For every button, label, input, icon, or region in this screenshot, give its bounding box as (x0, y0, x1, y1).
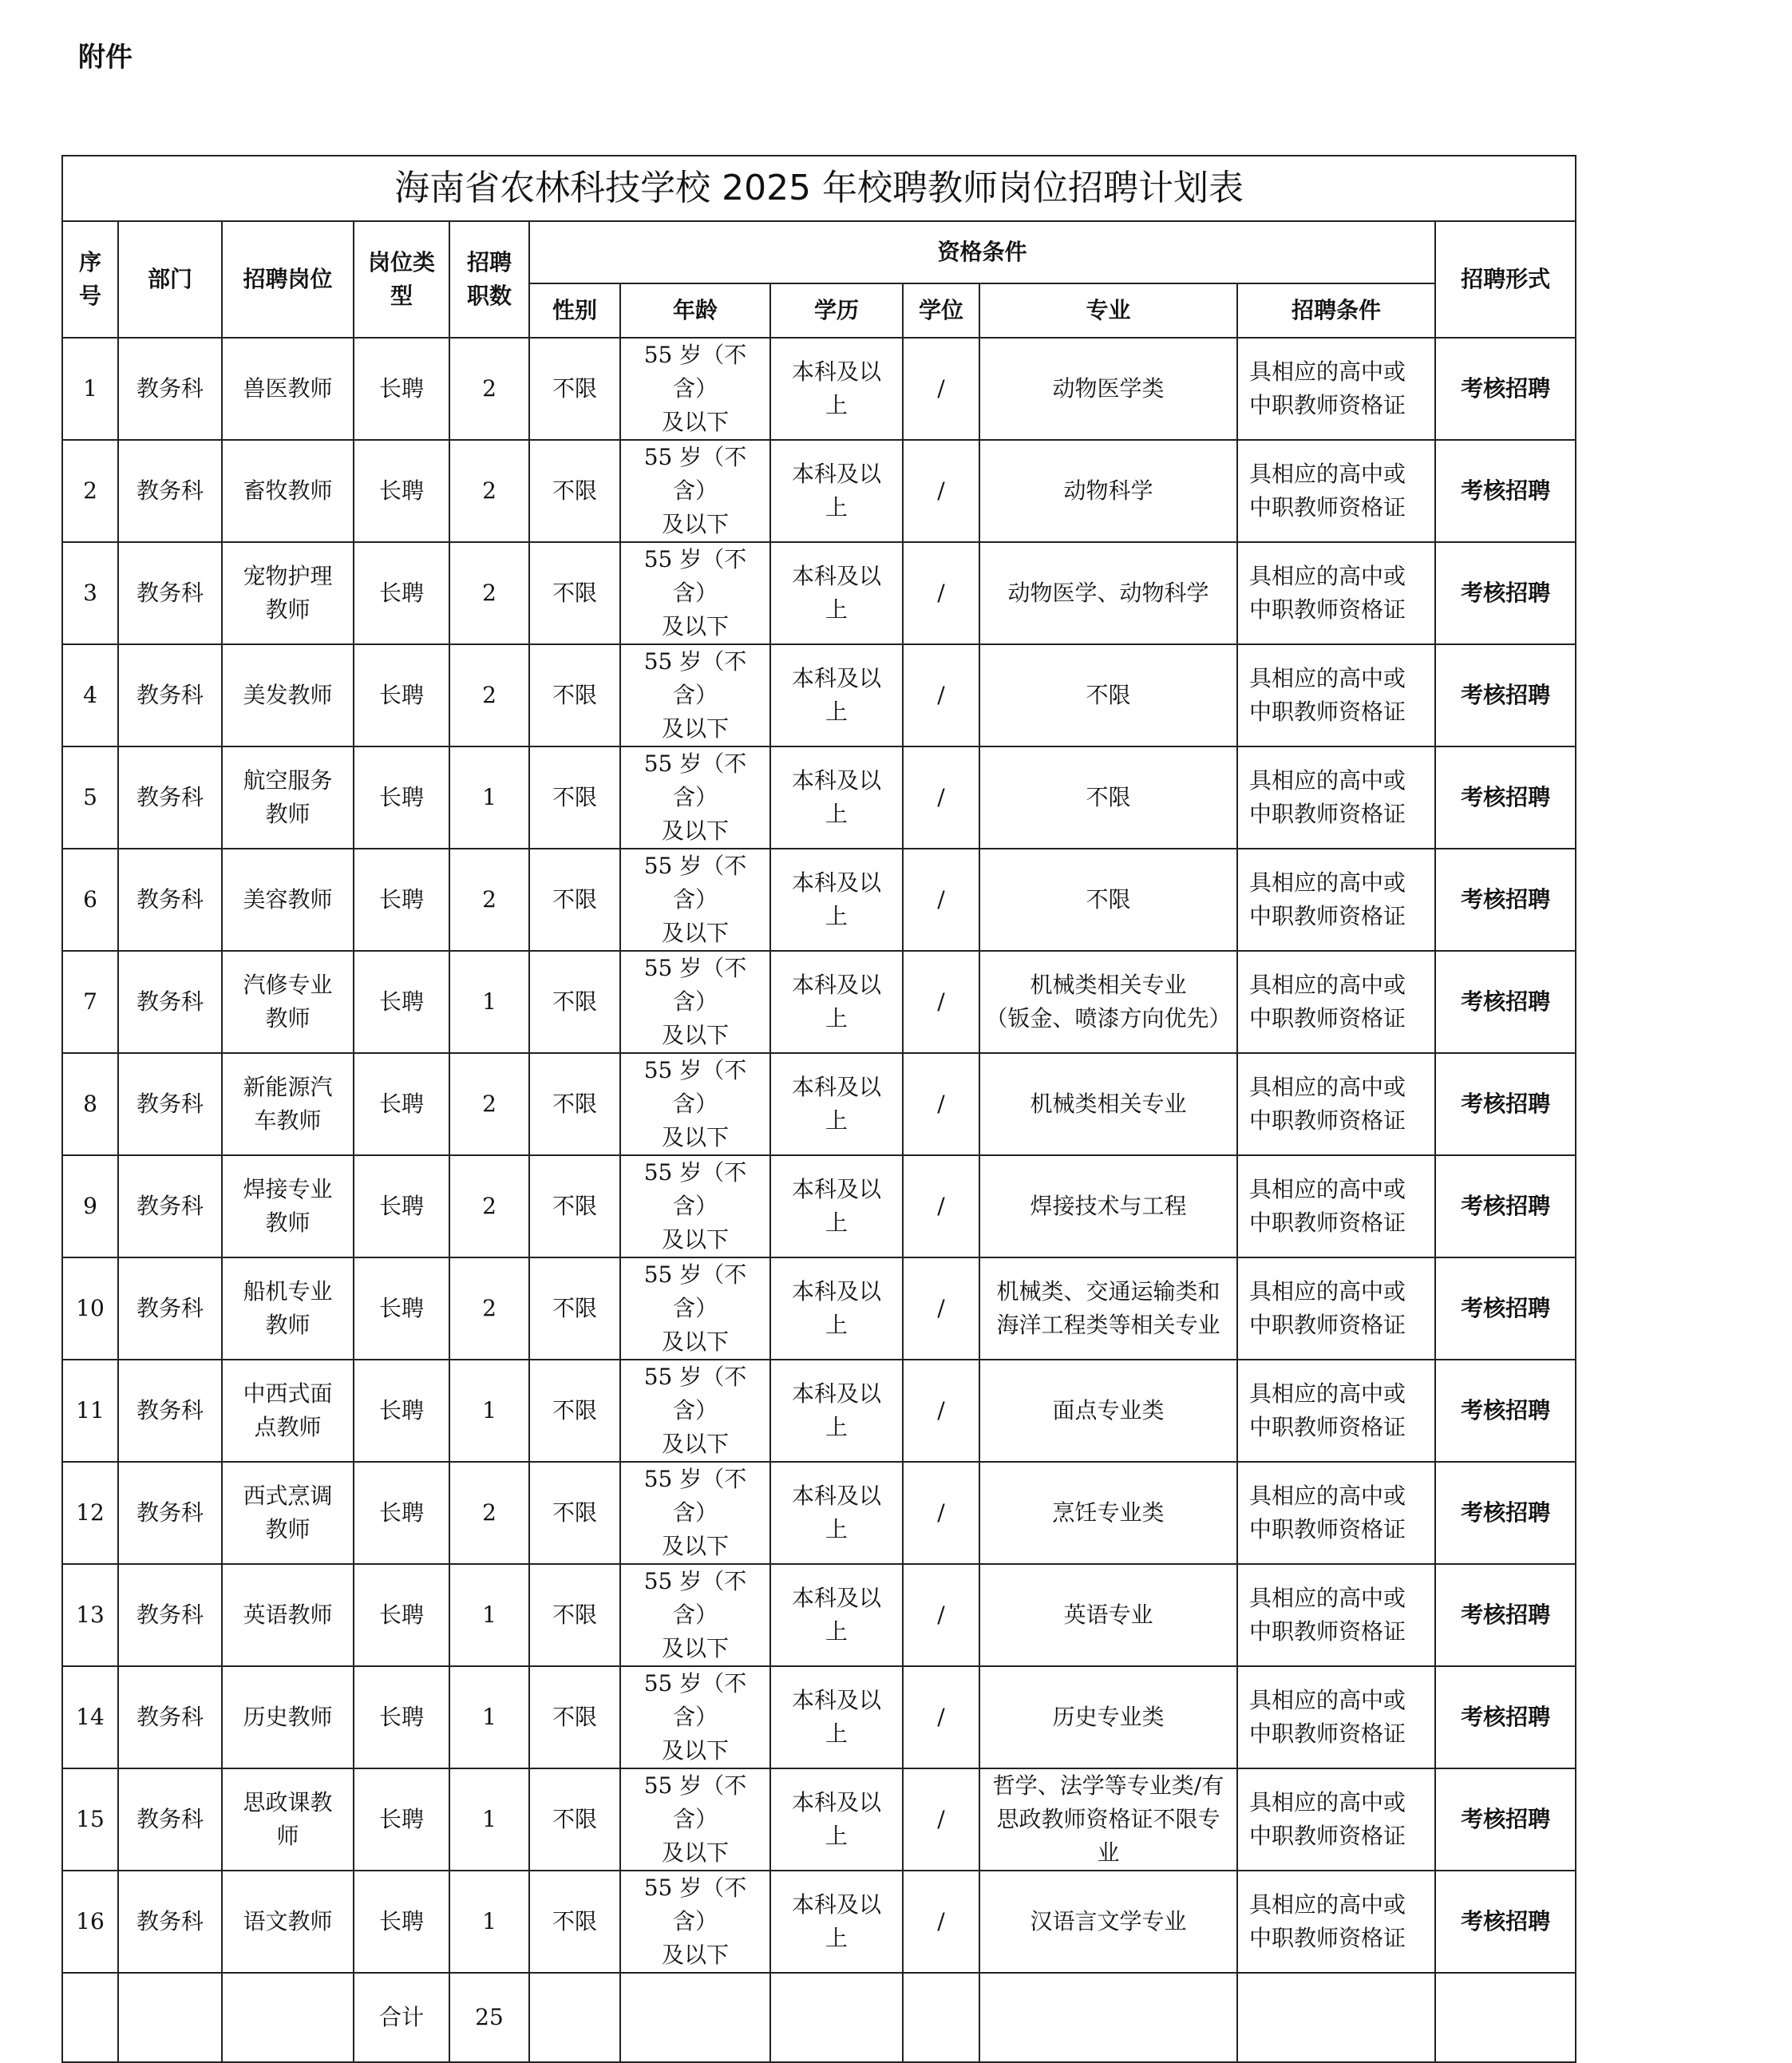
degree-requirement-cell: / (903, 746, 979, 849)
recruit-conditions-cell: 具相应的高中或 中职教师资格证 (1237, 1257, 1435, 1360)
post-name-cell: 航空服务 教师 (222, 746, 354, 849)
recruit-method-cell: 考核招聘 (1435, 746, 1576, 849)
post-type-cell: 长聘 (354, 1871, 449, 1973)
table-row (62, 1666, 1576, 1768)
empty-cell (62, 1973, 118, 2062)
empty-cell (118, 1973, 222, 2062)
table-title: 海南省农林科技学校 2025 年校聘教师岗位招聘计划表 (62, 156, 1576, 221)
header-dept: 部门 (118, 221, 222, 338)
recruit-count-cell: 2 (449, 542, 529, 644)
gender-cell: 不限 (529, 951, 620, 1053)
post-name-cell: 兽医教师 (222, 338, 354, 440)
row-number-cell: 10 (62, 1257, 118, 1360)
gender-cell: 不限 (529, 746, 620, 849)
recruit-conditions-cell: 具相应的高中或 中职教师资格证 (1237, 1564, 1435, 1666)
post-type-cell: 长聘 (354, 1155, 449, 1257)
recruit-count-cell: 1 (449, 1768, 529, 1871)
education-requirement-cell: 本科及以 上 (770, 542, 903, 644)
row-number-cell: 1 (62, 338, 118, 440)
table-row (62, 1360, 1576, 1462)
education-requirement-cell: 本科及以 上 (770, 1564, 903, 1666)
empty-cell (222, 1973, 354, 2062)
gender-cell: 不限 (529, 1462, 620, 1564)
empty-cell (1237, 1973, 1435, 2062)
row-number-cell: 4 (62, 644, 118, 746)
recruit-count-cell: 2 (449, 1462, 529, 1564)
header-age: 年龄 (620, 283, 770, 338)
age-requirement-cell: 55 岁（不含） 及以下 (620, 951, 770, 1053)
recruit-conditions-cell: 具相应的高中或 中职教师资格证 (1237, 1360, 1435, 1462)
recruit-count-cell: 2 (449, 1155, 529, 1257)
recruit-count-cell: 2 (449, 849, 529, 951)
row-number-cell: 3 (62, 542, 118, 644)
department-cell: 教务科 (118, 1666, 222, 1768)
education-requirement-cell: 本科及以 上 (770, 644, 903, 746)
degree-requirement-cell: / (903, 1871, 979, 1973)
table-row (62, 338, 1576, 440)
post-name-cell: 宠物护理 教师 (222, 542, 354, 644)
major-requirement-cell: 动物医学、动物科学 (979, 542, 1237, 644)
recruit-conditions-cell: 具相应的高中或 中职教师资格证 (1237, 951, 1435, 1053)
post-type-cell: 长聘 (354, 746, 449, 849)
gender-cell: 不限 (529, 1360, 620, 1462)
education-requirement-cell: 本科及以 上 (770, 951, 903, 1053)
table-row (62, 1564, 1576, 1666)
post-name-cell: 畜牧教师 (222, 440, 354, 542)
gender-cell: 不限 (529, 1666, 620, 1768)
gender-cell: 不限 (529, 644, 620, 746)
age-requirement-cell: 55 岁（不含） 及以下 (620, 440, 770, 542)
header-no: 序 号 (62, 221, 118, 338)
gender-cell: 不限 (529, 1871, 620, 1973)
degree-requirement-cell: / (903, 1053, 979, 1155)
department-cell: 教务科 (118, 1155, 222, 1257)
major-requirement-cell: 英语专业 (979, 1564, 1237, 1666)
post-type-cell: 长聘 (354, 1768, 449, 1871)
gender-cell: 不限 (529, 849, 620, 951)
recruit-count-cell: 1 (449, 1360, 529, 1462)
degree-requirement-cell: / (903, 1768, 979, 1871)
table-row (62, 1462, 1576, 1564)
major-requirement-cell: 汉语言文学专业 (979, 1871, 1237, 1973)
education-requirement-cell: 本科及以 上 (770, 1462, 903, 1564)
row-number-cell: 7 (62, 951, 118, 1053)
degree-requirement-cell: / (903, 440, 979, 542)
education-requirement-cell: 本科及以 上 (770, 746, 903, 849)
header-degree: 学位 (903, 283, 979, 338)
degree-requirement-cell: / (903, 644, 979, 746)
degree-requirement-cell: / (903, 951, 979, 1053)
post-type-cell: 长聘 (354, 542, 449, 644)
post-type-cell: 长聘 (354, 849, 449, 951)
table-row (62, 849, 1576, 951)
recruit-count-cell: 2 (449, 440, 529, 542)
department-cell: 教务科 (118, 849, 222, 951)
recruit-count-cell: 2 (449, 338, 529, 440)
department-cell: 教务科 (118, 338, 222, 440)
recruit-conditions-cell: 具相应的高中或 中职教师资格证 (1237, 1666, 1435, 1768)
recruit-conditions-cell: 具相应的高中或 中职教师资格证 (1237, 746, 1435, 849)
gender-cell: 不限 (529, 1155, 620, 1257)
recruit-method-cell: 考核招聘 (1435, 1053, 1576, 1155)
major-requirement-cell: 动物医学类 (979, 338, 1237, 440)
header-post: 招聘岗位 (222, 221, 354, 338)
major-requirement-cell: 机械类相关专业 （钣金、喷漆方向优先） (979, 951, 1237, 1053)
gender-cell: 不限 (529, 542, 620, 644)
recruit-count-cell: 1 (449, 746, 529, 849)
department-cell: 教务科 (118, 644, 222, 746)
major-requirement-cell: 不限 (979, 746, 1237, 849)
post-name-cell: 语文教师 (222, 1871, 354, 1973)
age-requirement-cell: 55 岁（不含） 及以下 (620, 1053, 770, 1155)
recruit-method-cell: 考核招聘 (1435, 1257, 1576, 1360)
table-row (62, 1257, 1576, 1360)
post-name-cell: 思政课教 师 (222, 1768, 354, 1871)
age-requirement-cell: 55 岁（不含） 及以下 (620, 644, 770, 746)
major-requirement-cell: 机械类相关专业 (979, 1053, 1237, 1155)
education-requirement-cell: 本科及以 上 (770, 1768, 903, 1871)
education-requirement-cell: 本科及以 上 (770, 1053, 903, 1155)
header-conditions: 招聘条件 (1237, 283, 1435, 338)
post-type-cell: 长聘 (354, 1564, 449, 1666)
degree-requirement-cell: / (903, 1564, 979, 1666)
table-row (62, 644, 1576, 746)
post-name-cell: 历史教师 (222, 1666, 354, 1768)
degree-requirement-cell: / (903, 338, 979, 440)
post-type-cell: 长聘 (354, 1257, 449, 1360)
department-cell: 教务科 (118, 1257, 222, 1360)
row-number-cell: 16 (62, 1871, 118, 1973)
major-requirement-cell: 焊接技术与工程 (979, 1155, 1237, 1257)
department-cell: 教务科 (118, 440, 222, 542)
age-requirement-cell: 55 岁（不含） 及以下 (620, 1564, 770, 1666)
table-row (62, 1155, 1576, 1257)
degree-requirement-cell: / (903, 542, 979, 644)
header-count: 招聘 职数 (449, 221, 529, 338)
recruit-conditions-cell: 具相应的高中或 中职教师资格证 (1237, 1768, 1435, 1871)
recruit-count-cell: 1 (449, 1666, 529, 1768)
row-number-cell: 14 (62, 1666, 118, 1768)
post-type-cell: 长聘 (354, 1462, 449, 1564)
empty-cell (620, 1973, 770, 2062)
row-number-cell: 13 (62, 1564, 118, 1666)
age-requirement-cell: 55 岁（不含） 及以下 (620, 849, 770, 951)
department-cell: 教务科 (118, 746, 222, 849)
recruit-count-cell: 1 (449, 951, 529, 1053)
recruit-method-cell: 考核招聘 (1435, 644, 1576, 746)
recruit-method-cell: 考核招聘 (1435, 1564, 1576, 1666)
empty-cell (529, 1973, 620, 2062)
education-requirement-cell: 本科及以 上 (770, 849, 903, 951)
age-requirement-cell: 55 岁（不含） 及以下 (620, 1462, 770, 1564)
total-row (62, 1973, 1576, 2062)
post-name-cell: 船机专业 教师 (222, 1257, 354, 1360)
post-name-cell: 焊接专业 教师 (222, 1155, 354, 1257)
recruit-method-cell: 考核招聘 (1435, 849, 1576, 951)
age-requirement-cell: 55 岁（不含） 及以下 (620, 542, 770, 644)
age-requirement-cell: 55 岁（不含） 及以下 (620, 746, 770, 849)
department-cell: 教务科 (118, 1871, 222, 1973)
major-requirement-cell: 历史专业类 (979, 1666, 1237, 1768)
post-name-cell: 美发教师 (222, 644, 354, 746)
header-post-type: 岗位类 型 (354, 221, 449, 338)
post-name-cell: 美容教师 (222, 849, 354, 951)
recruit-method-cell: 考核招聘 (1435, 1871, 1576, 1973)
age-requirement-cell: 55 岁（不含） 及以下 (620, 1360, 770, 1462)
header-method: 招聘形式 (1435, 221, 1576, 338)
attachment-label: 附件 (78, 42, 133, 73)
gender-cell: 不限 (529, 338, 620, 440)
department-cell: 教务科 (118, 1564, 222, 1666)
recruit-conditions-cell: 具相应的高中或 中职教师资格证 (1237, 440, 1435, 542)
recruit-count-cell: 1 (449, 1564, 529, 1666)
total-label: 合计 (354, 1973, 449, 2062)
degree-requirement-cell: / (903, 1360, 979, 1462)
education-requirement-cell: 本科及以 上 (770, 1871, 903, 1973)
degree-requirement-cell: / (903, 1462, 979, 1564)
row-number-cell: 11 (62, 1360, 118, 1462)
age-requirement-cell: 55 岁（不含） 及以下 (620, 1871, 770, 1973)
row-number-cell: 15 (62, 1768, 118, 1871)
post-type-cell: 长聘 (354, 1666, 449, 1768)
row-number-cell: 12 (62, 1462, 118, 1564)
major-requirement-cell: 机械类、交通运输类和 海洋工程类等相关专业 (979, 1257, 1237, 1360)
education-requirement-cell: 本科及以 上 (770, 1257, 903, 1360)
empty-cell (1435, 1973, 1576, 2062)
gender-cell: 不限 (529, 1257, 620, 1360)
recruit-method-cell: 考核招聘 (1435, 338, 1576, 440)
recruit-conditions-cell: 具相应的高中或 中职教师资格证 (1237, 644, 1435, 746)
major-requirement-cell: 动物科学 (979, 440, 1237, 542)
degree-requirement-cell: / (903, 849, 979, 951)
row-number-cell: 6 (62, 849, 118, 951)
major-requirement-cell: 哲学、法学等专业类/有 思政教师资格证不限专 业 (979, 1768, 1237, 1871)
education-requirement-cell: 本科及以 上 (770, 1360, 903, 1462)
table-row (62, 440, 1576, 542)
post-name-cell: 新能源汽 车教师 (222, 1053, 354, 1155)
recruit-conditions-cell: 具相应的高中或 中职教师资格证 (1237, 1462, 1435, 1564)
recruit-method-cell: 考核招聘 (1435, 542, 1576, 644)
recruit-method-cell: 考核招聘 (1435, 1360, 1576, 1462)
age-requirement-cell: 55 岁（不含） 及以下 (620, 1666, 770, 1768)
total-value: 25 (449, 1973, 529, 2062)
age-requirement-cell: 55 岁（不含） 及以下 (620, 1257, 770, 1360)
degree-requirement-cell: / (903, 1666, 979, 1768)
post-name-cell: 西式烹调 教师 (222, 1462, 354, 1564)
post-name-cell: 英语教师 (222, 1564, 354, 1666)
row-number-cell: 5 (62, 746, 118, 849)
table-row (62, 951, 1576, 1053)
row-number-cell: 2 (62, 440, 118, 542)
recruit-conditions-cell: 具相应的高中或 中职教师资格证 (1237, 542, 1435, 644)
empty-cell (979, 1973, 1237, 2062)
recruit-method-cell: 考核招聘 (1435, 1666, 1576, 1768)
department-cell: 教务科 (118, 1360, 222, 1462)
post-type-cell: 长聘 (354, 644, 449, 746)
recruit-count-cell: 2 (449, 1257, 529, 1360)
recruit-method-cell: 考核招聘 (1435, 1155, 1576, 1257)
post-type-cell: 长聘 (354, 440, 449, 542)
department-cell: 教务科 (118, 1768, 222, 1871)
recruit-method-cell: 考核招聘 (1435, 1462, 1576, 1564)
post-type-cell: 长聘 (354, 1360, 449, 1462)
post-name-cell: 汽修专业 教师 (222, 951, 354, 1053)
table-row (62, 746, 1576, 849)
department-cell: 教务科 (118, 951, 222, 1053)
major-requirement-cell: 不限 (979, 849, 1237, 951)
degree-requirement-cell: / (903, 1155, 979, 1257)
gender-cell: 不限 (529, 1768, 620, 1871)
recruit-conditions-cell: 具相应的高中或 中职教师资格证 (1237, 338, 1435, 440)
department-cell: 教务科 (118, 1462, 222, 1564)
education-requirement-cell: 本科及以 上 (770, 338, 903, 440)
major-requirement-cell: 烹饪专业类 (979, 1462, 1237, 1564)
age-requirement-cell: 55 岁（不含） 及以下 (620, 1768, 770, 1871)
age-requirement-cell: 55 岁（不含） 及以下 (620, 1155, 770, 1257)
education-requirement-cell: 本科及以 上 (770, 1155, 903, 1257)
table-row (62, 1768, 1576, 1871)
post-type-cell: 长聘 (354, 1053, 449, 1155)
gender-cell: 不限 (529, 440, 620, 542)
row-number-cell: 9 (62, 1155, 118, 1257)
age-requirement-cell: 55 岁（不含） 及以下 (620, 338, 770, 440)
department-cell: 教务科 (118, 542, 222, 644)
header-major: 专业 (979, 283, 1237, 338)
header-education: 学历 (770, 283, 903, 338)
header-qualification: 资格条件 (529, 221, 1435, 283)
recruit-count-cell: 1 (449, 1871, 529, 1973)
recruitment-plan-table (61, 155, 1576, 2063)
post-name-cell: 中西式面 点教师 (222, 1360, 354, 1462)
row-number-cell: 8 (62, 1053, 118, 1155)
header-gender: 性别 (529, 283, 620, 338)
recruit-conditions-cell: 具相应的高中或 中职教师资格证 (1237, 849, 1435, 951)
gender-cell: 不限 (529, 1053, 620, 1155)
post-type-cell: 长聘 (354, 951, 449, 1053)
department-cell: 教务科 (118, 1053, 222, 1155)
recruit-method-cell: 考核招聘 (1435, 1768, 1576, 1871)
recruit-count-cell: 2 (449, 644, 529, 746)
major-requirement-cell: 面点专业类 (979, 1360, 1237, 1462)
recruit-conditions-cell: 具相应的高中或 中职教师资格证 (1237, 1871, 1435, 1973)
table-row (62, 542, 1576, 644)
recruit-method-cell: 考核招聘 (1435, 951, 1576, 1053)
degree-requirement-cell: / (903, 1257, 979, 1360)
empty-cell (770, 1973, 903, 2062)
table-row (62, 1053, 1576, 1155)
empty-cell (903, 1973, 979, 2062)
gender-cell: 不限 (529, 1564, 620, 1666)
recruit-count-cell: 2 (449, 1053, 529, 1155)
recruit-conditions-cell: 具相应的高中或 中职教师资格证 (1237, 1155, 1435, 1257)
education-requirement-cell: 本科及以 上 (770, 440, 903, 542)
table-row (62, 1871, 1576, 1973)
post-type-cell: 长聘 (354, 338, 449, 440)
recruit-method-cell: 考核招聘 (1435, 440, 1576, 542)
major-requirement-cell: 不限 (979, 644, 1237, 746)
education-requirement-cell: 本科及以 上 (770, 1666, 903, 1768)
recruit-conditions-cell: 具相应的高中或 中职教师资格证 (1237, 1053, 1435, 1155)
